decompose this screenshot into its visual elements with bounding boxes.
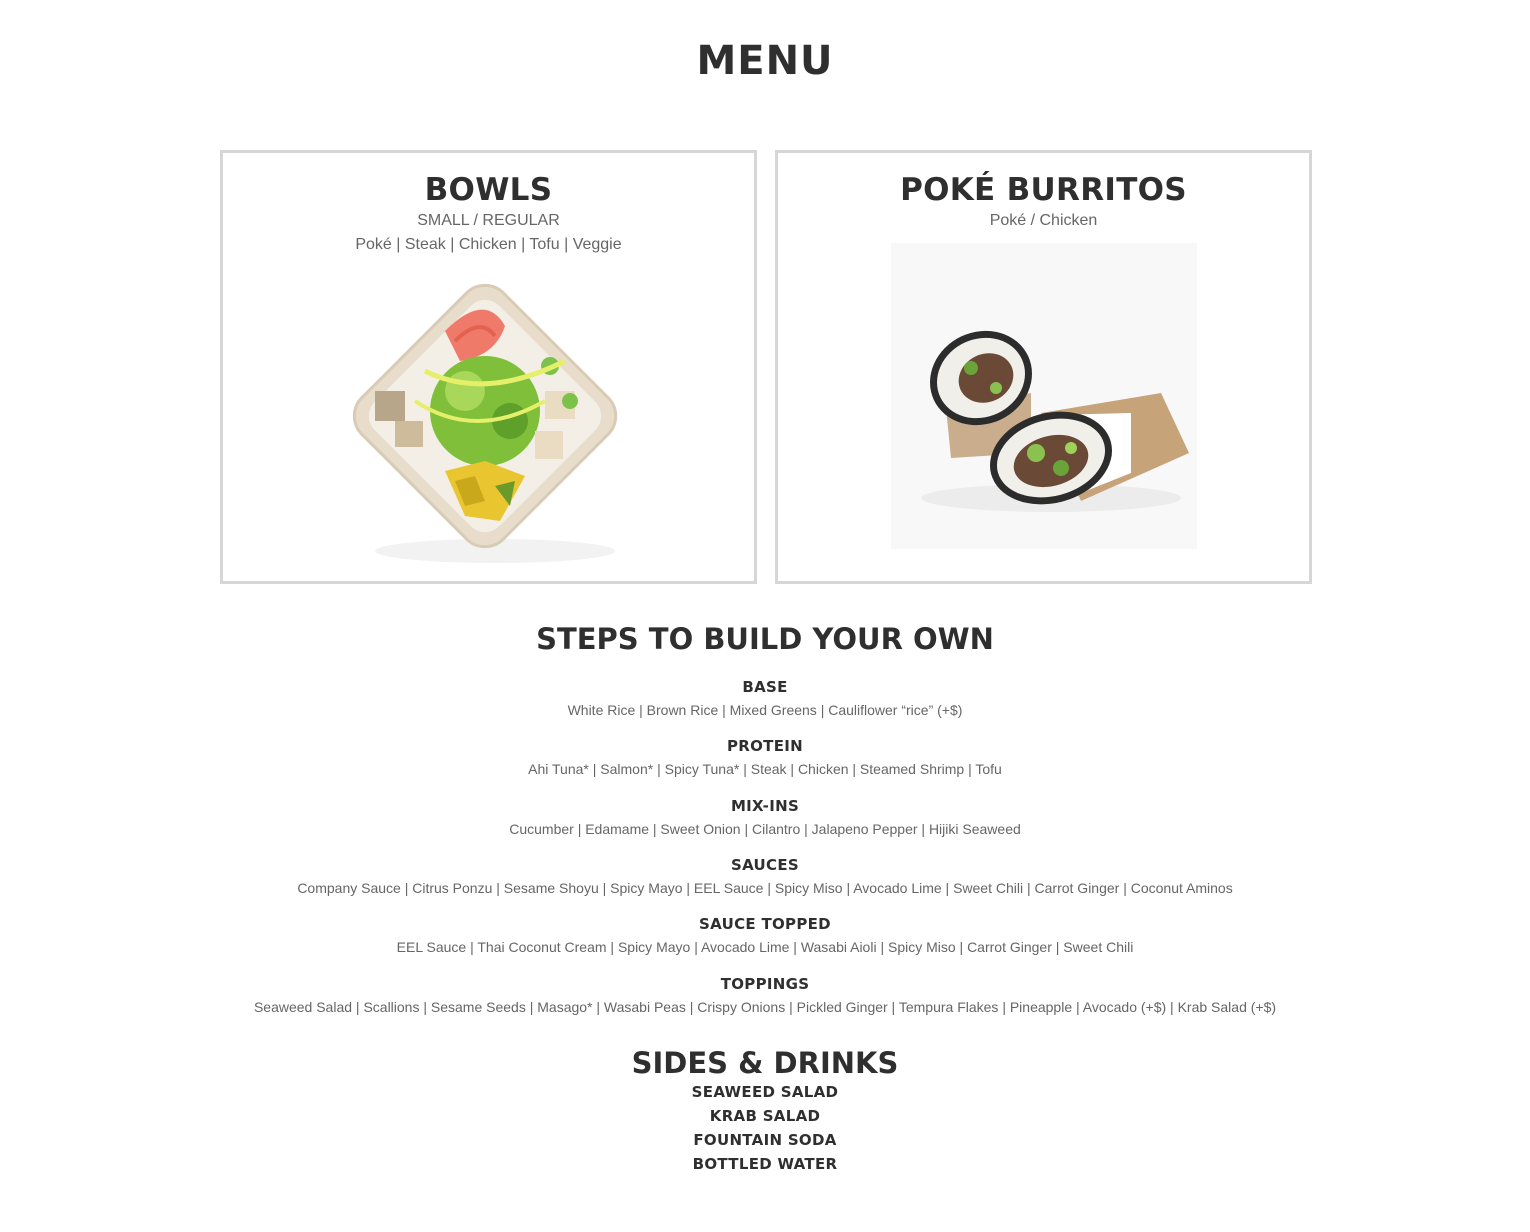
step-toppings xyxy=(0,974,1530,1017)
sides-title: SIDES & DRINKS xyxy=(631,1046,899,1080)
burritos-title: POKÉ BURRITOS xyxy=(900,172,1187,208)
poke-bowl-image xyxy=(335,271,643,571)
sides-item: SEAWEED SALAD xyxy=(691,1083,839,1101)
step-protein xyxy=(0,736,1530,779)
step-label: TOPPINGS xyxy=(720,975,810,993)
step-options: Ahi Tuna* | Salmon* | Spicy Tuna* | Steak | Chicken | Steamed Shrimp | Tofu xyxy=(528,761,1002,777)
bowls-options: Poké | Steak | Chicken | Tofu | Veggie xyxy=(355,236,622,253)
burritos-card xyxy=(775,150,1312,584)
burritos-options: Poké / Chicken xyxy=(989,212,1098,229)
next-section-heading-cut-off xyxy=(0,1224,1530,1232)
poke-burrito-image xyxy=(891,243,1197,549)
step-label: BASE xyxy=(742,678,788,696)
page-title: MENU xyxy=(696,38,834,84)
step-sauces xyxy=(0,855,1530,898)
sides-item: KRAB SALAD xyxy=(709,1107,821,1125)
bowls-title: BOWLS xyxy=(424,172,553,208)
step-options: Seaweed Salad | Scallions | Sesame Seeds | Masago* | Wasabi Peas | Crispy Onions | Pickled Ginger | Tempura Flakes | Pineapple | Avocado (+$) | Krab Salad (+$) xyxy=(253,999,1277,1015)
step-options: White Rice | Brown Rice | Mixed Greens | Cauliflower “rice” (+$) xyxy=(567,702,963,718)
step-label: SAUCE TOPPED xyxy=(699,915,831,933)
step-sauce-topped xyxy=(0,914,1530,957)
bowls-sizes: SMALL / REGULAR xyxy=(417,212,560,229)
step-label: MIX-INS xyxy=(730,797,800,815)
step-label: SAUCES xyxy=(731,856,799,874)
step-mix-ins xyxy=(0,796,1530,839)
sides-item: FOUNTAIN SODA xyxy=(693,1131,837,1149)
step-base xyxy=(0,677,1530,720)
sides-list xyxy=(0,1080,1530,1176)
sides-item: BOTTLED WATER xyxy=(692,1155,838,1173)
step-options: EEL Sauce | Thai Coconut Cream | Spicy Mayo | Avocado Lime | Wasabi Aioli | Spicy Miso | Carrot Ginger | Sweet Chili xyxy=(396,939,1134,955)
step-options: Company Sauce | Citrus Ponzu | Sesame Shoyu | Spicy Mayo | EEL Sauce | Spicy Miso | Avocado Lime | Sweet Chili | Carrot Ginger | Coconut Aminos xyxy=(297,880,1233,896)
step-options: Cucumber | Edamame | Sweet Onion | Cilantro | Jalapeno Pepper | Hijiki Seaweed xyxy=(509,821,1021,837)
bowls-card xyxy=(220,150,757,584)
step-label: PROTEIN xyxy=(726,737,803,755)
steps-title: STEPS TO BUILD YOUR OWN xyxy=(536,622,994,656)
